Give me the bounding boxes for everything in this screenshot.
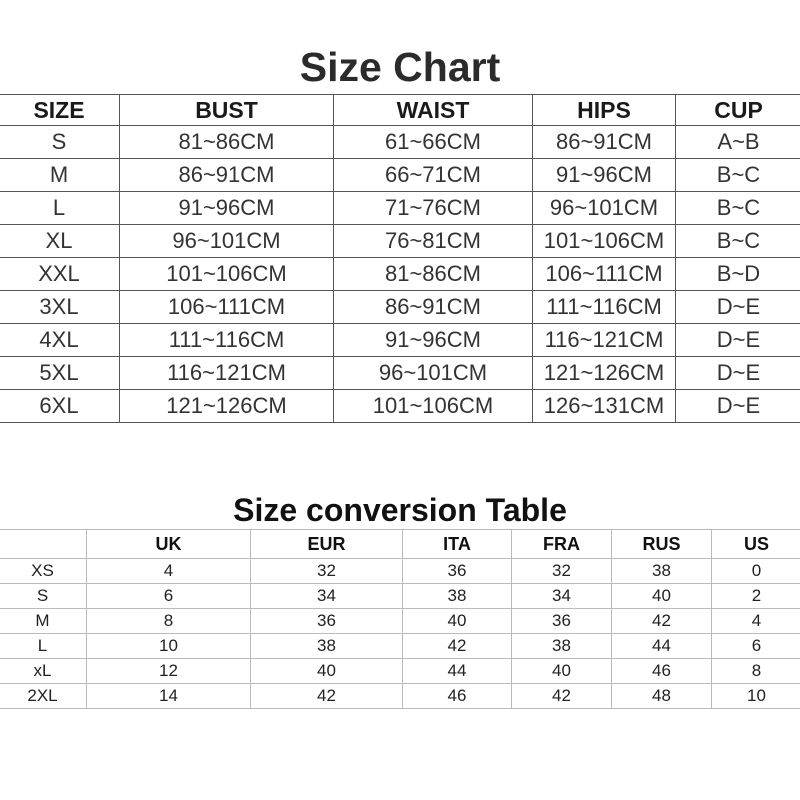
table-cell: 66~71CM bbox=[334, 159, 533, 192]
table-cell: 71~76CM bbox=[334, 192, 533, 225]
table-row bbox=[0, 357, 800, 390]
size-label-cell: L bbox=[0, 192, 120, 225]
table-cell: 8 bbox=[712, 659, 800, 684]
table-cell: B~C bbox=[676, 225, 800, 258]
table-cell: 38 bbox=[612, 559, 712, 584]
table-cell: 96~101CM bbox=[334, 357, 533, 390]
column-header bbox=[0, 530, 87, 559]
table-cell: 106~111CM bbox=[533, 258, 676, 291]
table-cell: 36 bbox=[512, 609, 612, 634]
table-cell: 6 bbox=[87, 584, 251, 609]
table-cell: 91~96CM bbox=[120, 192, 334, 225]
table-cell: 36 bbox=[251, 609, 403, 634]
table-cell: A~B bbox=[676, 126, 800, 159]
table-cell: 38 bbox=[512, 634, 612, 659]
size-label-cell: 6XL bbox=[0, 390, 120, 423]
table-cell: D~E bbox=[676, 291, 800, 324]
table-row bbox=[0, 390, 800, 423]
column-header: CUP bbox=[676, 95, 800, 126]
table-cell: 32 bbox=[251, 559, 403, 584]
table-cell: 10 bbox=[712, 684, 800, 709]
table-cell: 96~101CM bbox=[533, 192, 676, 225]
table-cell: 76~81CM bbox=[334, 225, 533, 258]
size-chart-header-row bbox=[0, 95, 800, 126]
table-cell: 12 bbox=[87, 659, 251, 684]
table-cell: 111~116CM bbox=[533, 291, 676, 324]
size-conversion-table bbox=[0, 529, 800, 709]
size-chart-title: Size Chart bbox=[299, 44, 501, 90]
table-cell: 81~86CM bbox=[334, 258, 533, 291]
table-row bbox=[0, 634, 800, 659]
table-cell: 44 bbox=[612, 634, 712, 659]
table-cell: 10 bbox=[87, 634, 251, 659]
table-cell: 34 bbox=[251, 584, 403, 609]
size-chart-table bbox=[0, 94, 800, 423]
table-cell: 42 bbox=[251, 684, 403, 709]
table-cell: 48 bbox=[612, 684, 712, 709]
table-cell: 86~91CM bbox=[120, 159, 334, 192]
table-cell: 116~121CM bbox=[120, 357, 334, 390]
table-cell: 106~111CM bbox=[120, 291, 334, 324]
table-cell: 34 bbox=[512, 584, 612, 609]
size-label-cell: S bbox=[0, 126, 120, 159]
table-cell: 91~96CM bbox=[533, 159, 676, 192]
table-cell: 121~126CM bbox=[533, 357, 676, 390]
table-cell: 8 bbox=[87, 609, 251, 634]
column-header: FRA bbox=[512, 530, 612, 559]
table-cell: 96~101CM bbox=[120, 225, 334, 258]
table-cell: D~E bbox=[676, 324, 800, 357]
table-row bbox=[0, 126, 800, 159]
table-cell: 40 bbox=[612, 584, 712, 609]
table-cell: 38 bbox=[403, 584, 512, 609]
table-cell: 0 bbox=[712, 559, 800, 584]
table-cell: 86~91CM bbox=[334, 291, 533, 324]
table-row bbox=[0, 659, 800, 684]
table-cell: 46 bbox=[612, 659, 712, 684]
table-cell: 40 bbox=[251, 659, 403, 684]
table-cell: B~C bbox=[676, 159, 800, 192]
table-row bbox=[0, 559, 800, 584]
table-cell: 4 bbox=[712, 609, 800, 634]
table-cell: 44 bbox=[403, 659, 512, 684]
table-cell: 116~121CM bbox=[533, 324, 676, 357]
table-cell: 101~106CM bbox=[533, 225, 676, 258]
table-cell: B~D bbox=[676, 258, 800, 291]
table-cell: 32 bbox=[512, 559, 612, 584]
table-cell: 121~126CM bbox=[120, 390, 334, 423]
table-cell: 111~116CM bbox=[120, 324, 334, 357]
table-cell: 61~66CM bbox=[334, 126, 533, 159]
table-cell: 6 bbox=[712, 634, 800, 659]
size-label-cell: M bbox=[0, 609, 87, 634]
conversion-table-title: Size conversion Table bbox=[233, 492, 567, 528]
table-cell: 42 bbox=[403, 634, 512, 659]
table-row bbox=[0, 609, 800, 634]
table-cell: 14 bbox=[87, 684, 251, 709]
table-row bbox=[0, 258, 800, 291]
table-cell: B~C bbox=[676, 192, 800, 225]
size-label-cell: 3XL bbox=[0, 291, 120, 324]
table-row bbox=[0, 684, 800, 709]
column-header: EUR bbox=[251, 530, 403, 559]
column-header: UK bbox=[87, 530, 251, 559]
size-label-cell: 2XL bbox=[0, 684, 87, 709]
column-header: HIPS bbox=[533, 95, 676, 126]
size-label-cell: xL bbox=[0, 659, 87, 684]
size-label-cell: M bbox=[0, 159, 120, 192]
table-row bbox=[0, 192, 800, 225]
column-header: WAIST bbox=[334, 95, 533, 126]
table-cell: 81~86CM bbox=[120, 126, 334, 159]
table-cell: 86~91CM bbox=[533, 126, 676, 159]
table-cell: 46 bbox=[403, 684, 512, 709]
table-cell: 91~96CM bbox=[334, 324, 533, 357]
column-header: US bbox=[712, 530, 800, 559]
table-cell: D~E bbox=[676, 357, 800, 390]
table-row bbox=[0, 225, 800, 258]
table-cell: D~E bbox=[676, 390, 800, 423]
column-header: BUST bbox=[120, 95, 334, 126]
column-header: ITA bbox=[403, 530, 512, 559]
size-label-cell: 5XL bbox=[0, 357, 120, 390]
table-cell: 36 bbox=[403, 559, 512, 584]
table-cell: 126~131CM bbox=[533, 390, 676, 423]
table-row bbox=[0, 584, 800, 609]
table-cell: 2 bbox=[712, 584, 800, 609]
table-row bbox=[0, 159, 800, 192]
size-label-cell: 4XL bbox=[0, 324, 120, 357]
table-cell: 4 bbox=[87, 559, 251, 584]
column-header: SIZE bbox=[0, 95, 120, 126]
table-cell: 40 bbox=[403, 609, 512, 634]
table-row bbox=[0, 324, 800, 357]
table-cell: 40 bbox=[512, 659, 612, 684]
table-cell: 38 bbox=[251, 634, 403, 659]
size-label-cell: XL bbox=[0, 225, 120, 258]
size-label-cell: S bbox=[0, 584, 87, 609]
column-header: RUS bbox=[612, 530, 712, 559]
table-cell: 42 bbox=[512, 684, 612, 709]
size-label-cell: XS bbox=[0, 559, 87, 584]
table-row bbox=[0, 291, 800, 324]
table-cell: 42 bbox=[612, 609, 712, 634]
table-cell: 101~106CM bbox=[334, 390, 533, 423]
table-cell: 101~106CM bbox=[120, 258, 334, 291]
size-label-cell: L bbox=[0, 634, 87, 659]
size-label-cell: XXL bbox=[0, 258, 120, 291]
conversion-header-row bbox=[0, 530, 800, 559]
